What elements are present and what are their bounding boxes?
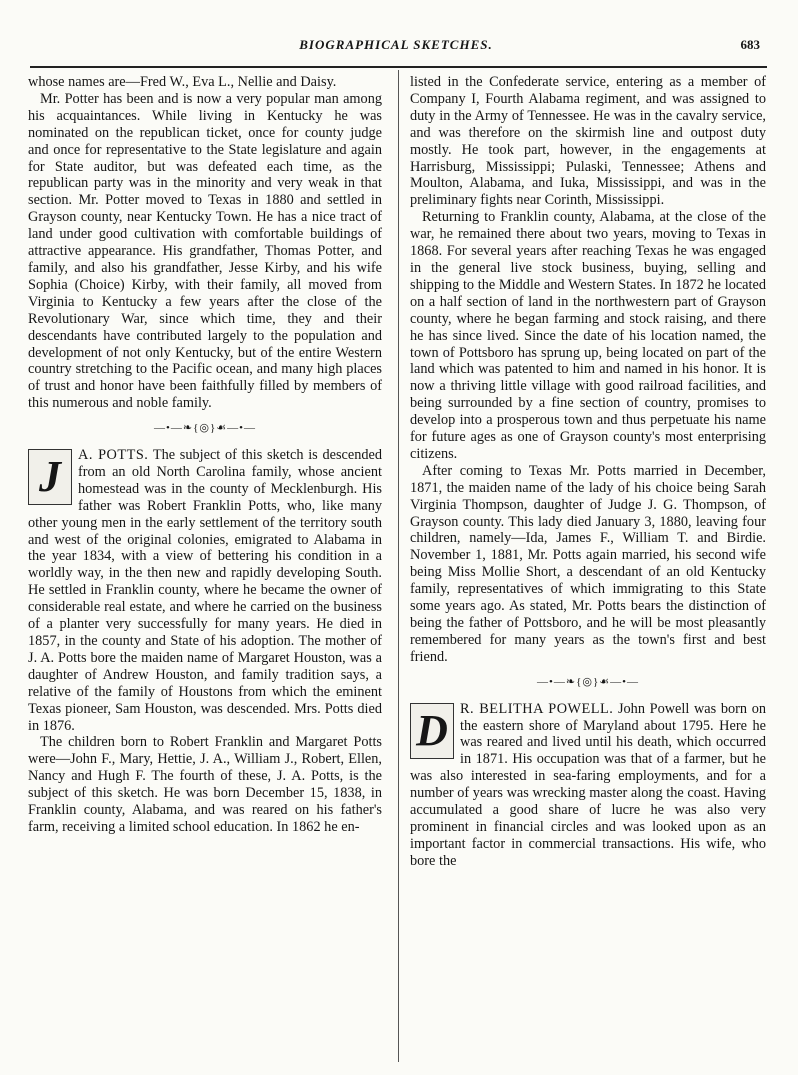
paragraph: listed in the Confederate service, entering as a member of Company I, Fourth Alabama regiment, and was assigned to duty in the Army of Tennessee. He was in the cavalry service, and was therefore on the skirmish line and outpost duty mostly. He took part, however, in the engagements at Harrisburg, Mississippi; Pulaski, Tennessee; Athens and Moulton, Alabama, and Iuka, Mississippi, and was in the preliminary fights near Corinth, Mississippi. <box>410 74 766 209</box>
paragraph <box>28 447 382 734</box>
paragraph: The children born to Robert Franklin and Margaret Potts were—John F., Mary, Hettie, J. A., William J., Robert, Ellen, Nancy and Hugh F. The fourth of these, J. A. Potts, is the subject of this sketch. He was born December 15, 1838, in Franklin county, Alabama, and was reared on his father's farm, receiving a limited school education. In 1862 he en- <box>28 734 382 835</box>
paragraph-text: The subject of this sketch is descended from an old North Carolina family, whose ancient homestead was in the county of Mecklenburgh. His father was Robert Franklin Potts, who, like many other young men in the early settlement of the territory south and west of the original colonies, emigrated to Alabama in the year 1834, with a view of bettering his condition in a worldly way, in the then new and rapidly developing South. He settled in Franklin county, where he became the owner of considerable real estate, and where he carried on the business of a planter very successfully for many years. He died in 1857, in the county and State of his adoption. The mother of J. A. Potts bore the maiden name of Margaret Houston, was a daughter of Andrew Houston, and family tradition says, a relative of the family of Houstons from which the eminent Texas pioneer, Sam Houston, was descended. Mrs. Potts died in 1876. <box>28 447 382 734</box>
drop-cap-letter: D <box>410 703 454 759</box>
page-number: 683 <box>740 37 760 52</box>
biography-potts <box>28 447 382 734</box>
biography-name: A. POTTS. <box>78 447 149 464</box>
left-column <box>28 74 382 836</box>
drop-cap-letter: J <box>28 449 72 505</box>
column-divider <box>398 70 399 1062</box>
page-header <box>30 37 762 59</box>
biography-powell <box>410 701 766 870</box>
paragraph <box>410 701 766 870</box>
ornament-divider: —•—❧{◎}☙—•— <box>537 675 639 688</box>
paragraph: Mr. Potter has been and is now a very popular man among his acquaintances. While living in Kentucky he was nominated on the republican ticket, once for county judge and once for representative to the State legislature and again for State auditor, but was defeated each time, as the republican party was in the minority and very weak in that section. Mr. Potter moved to Texas in 1880 and settled in Grayson county, near Kentucky Town. He has a nice tract of land under good cultivation with comfortable buildings of attractive appearance. His grandfather, Thomas Potter, and family, and also his grandfather, Jesse Kirby, and his wife Sophia (Choice) Kirby, with their family, all moved from Virginia to Kentucky a few years after the close of the Revolutionary War, since which time, they and their descendants have contributed largely to the population and development of not only Kentucky, but of the entire Western country stretching to the Pacific ocean, and many high places of trust and honor have been faithfully filled by members of this numerous and noble family. <box>28 90 382 412</box>
running-title: BIOGRAPHICAL SKETCHES. <box>299 37 493 52</box>
paragraph: whose names are—Fred W., Eva L., Nellie and Daisy. <box>28 74 337 90</box>
paragraph: After coming to Texas Mr. Potts married in December, 1871, the maiden name of the lady of his choice being Sarah Virginia Thompson, daughter of Judge J. G. Thompson, of Grayson county. This lady died January 3, 1880, leaving four children, namely—Ida, James F., William T. and Birdie. November 1, 1881, Mr. Potts again married, his second wife being Miss Mollie Short, a descendant of an old Kentucky family, representatives of which immigrating to this State some years ago. As stated, Mr. Potts bears the distinction of being the father of Pottsboro, and he will be most pleasantly remembered for many years as the town's first and best friend. <box>410 462 766 665</box>
right-column <box>410 74 766 870</box>
biography-name: R. BELITHA POWELL. <box>460 700 614 717</box>
ornament-divider: —•—❧{◎}☙—•— <box>154 422 256 435</box>
header-rule <box>30 66 767 68</box>
paragraph: Returning to Franklin county, Alabama, at the close of the war, he remained there about two years, moving to Texas in 1868. For several years after reaching Texas he was engaged in the general live stock business, buying, selling and shipping to the Middle and Western States. In 1872 he located on a half section of land in the northwestern part of Grayson county, where he began farming and stock raising, and there he has since lived. Since the date of his location named, the town of Pottsboro has sprung up, being located on part of the land which was patented to him and named in his honor. It is now a thriving little village with good railroad facilities, and being surrounded by a fine section of country, promises to develop into a prosperous town and thus perpetuate his name for future ages as one of Grayson county's most enterprising citizens. <box>410 209 766 462</box>
paragraph-text: John Powell was born on the eastern shore of Maryland about 1795. Here he was reared and lived until his death, which occurred in 1871. His occupation was that of a farmer, but he was also interested in sea-faring employments, and for a number of years was wrecking master along the coast. Having accumulated a good share of lucre he was also very prominent in financial circles and was looked upon as an important factor in commercial transactions. His wife, who bore the <box>410 700 767 869</box>
